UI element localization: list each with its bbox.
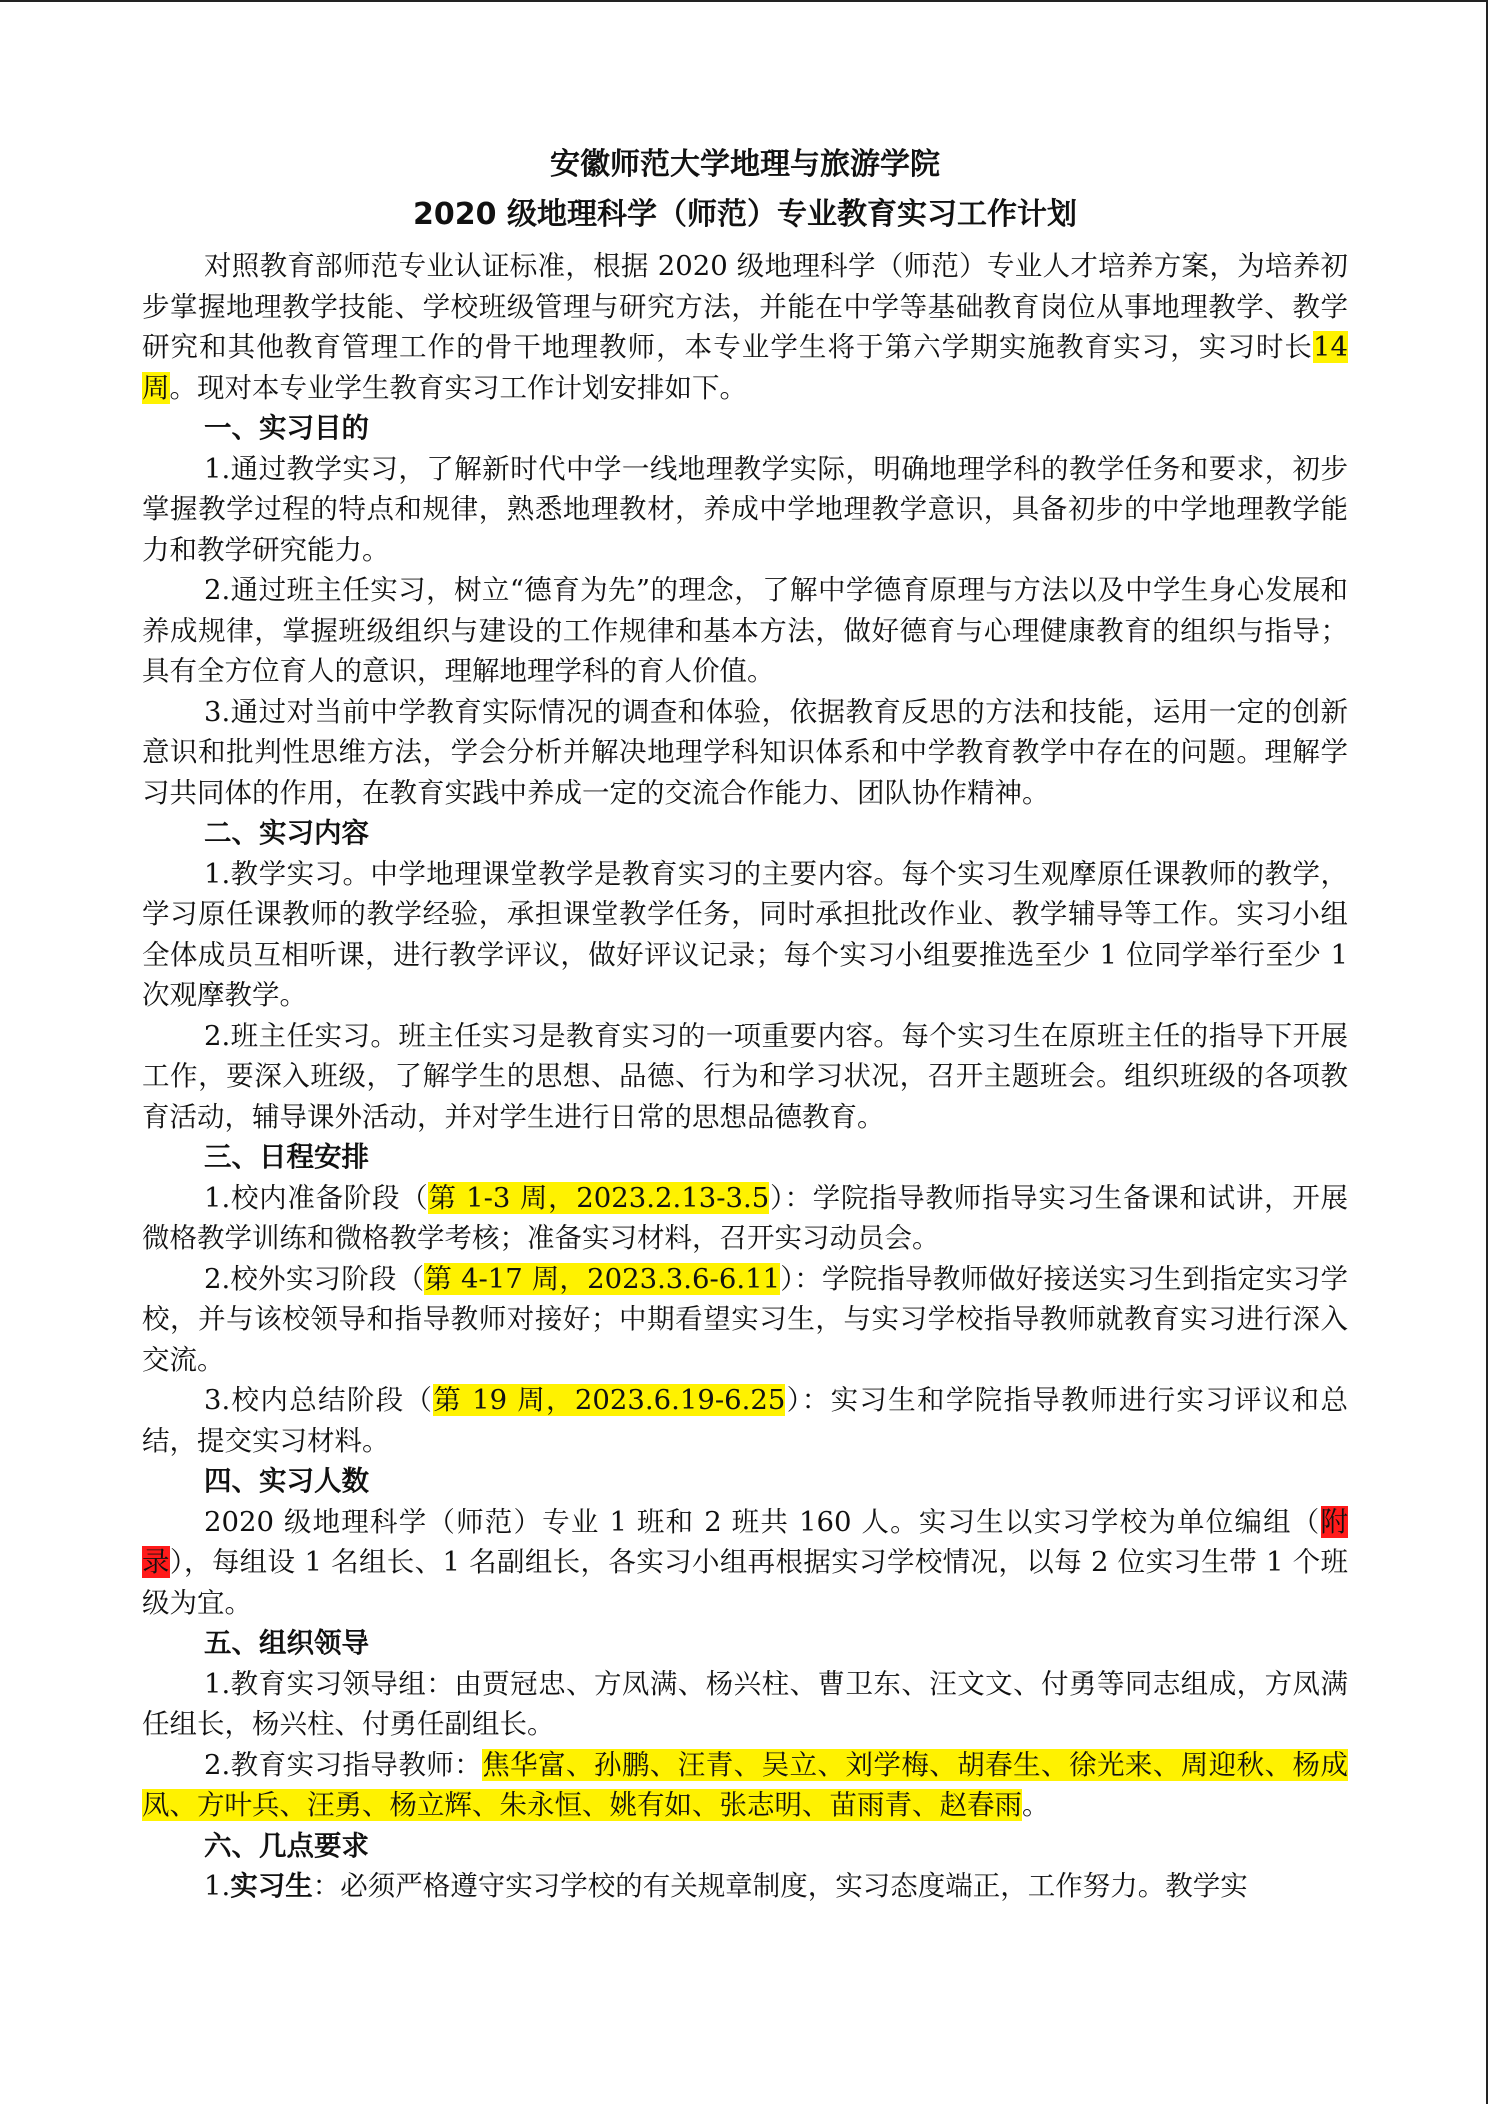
schedule-3-dates-highlight: 第 19 周，2023.6.19-6.25: [433, 1384, 786, 1416]
schedule-1-dates-highlight: 第 1-3 周，2023.2.13-3.5: [428, 1181, 770, 1214]
requirement-number: 1.: [204, 1870, 231, 1902]
section-2-paragraph-1: 1.教学实习。中学地理课堂教学是教育实习的主要内容。每个实习生观摩原任课教师的教学，学习原任课教师的教学经验，承担课堂教学任务，同时承担批改作业、教学辅导等工作。实习小组全体成员互相听课，进行教学评议，做好评议记录；每个实习小组要推选至少 1 位同学举行至少 1 次观摩教学。: [142, 857, 1348, 1011]
intro-paragraph: [142, 246, 1348, 408]
section-1-paragraph-2: 2.通过班主任实习，树立“德育为先”的理念，了解中学德育原理与方法以及中学生身心发展和养成规律，掌握班级组织与建设的工作规律和基本方法，做好德育与心理健康教育的组织与指导；具有全方位育人的意识，理解地理学科的育人价值。: [142, 574, 1348, 687]
requirement-text: ：必须严格遵守实习学校的有关规章制度，实习态度端正，工作努力。教学实: [312, 1870, 1248, 1902]
appendix-highlight: 附录: [142, 1505, 1348, 1578]
schedule-2-text: ）：学院指导教师做好接送实习生到指定实习学校，并与该校领导和指导教师对接好；中期看望实习生，与实习学校指导教师就教育实习进行深入交流。: [142, 1262, 1348, 1376]
document-body: [142, 246, 1348, 1907]
section-5-paragraph-1: 1.教育实习领导组：由贾冠忠、方凤满、杨兴柱、曹卫东、汪文文、付勇等同志组成，方凤满任组长，杨兴柱、付勇任副组长。: [142, 1667, 1348, 1740]
schedule-1-label: 1.校内准备阶段（: [204, 1181, 429, 1214]
requirement-subject: 实习生: [230, 1870, 313, 1902]
section-3-paragraph-3: [142, 1380, 1348, 1461]
title-line-2: 2020 级地理科学（师范）专业教育实习工作计划: [413, 197, 1077, 232]
schedule-2-dates-highlight: 第 4-17 周，2023.3.6-6.11: [424, 1262, 781, 1295]
section-1-paragraph-1: 1.通过教学实习，了解新时代中学一线地理教学实际，明确地理学科的教学任务和要求，初步掌握教学过程的特点和规律，熟悉地理教材，养成中学地理教学意识，具备初步的中学地理教学能力和教学研究能力。: [142, 452, 1348, 566]
title-line-1: 安徽师范大学地理与旅游学院: [550, 147, 940, 182]
advisors-label: 2.教育实习指导教师：: [204, 1748, 483, 1781]
section-3-paragraph-2: [142, 1259, 1348, 1381]
advisors-end: 。: [1022, 1789, 1050, 1821]
section-6-paragraph-1: [142, 1866, 1348, 1907]
schedule-3-label: 3.校内总结阶段（: [204, 1384, 434, 1416]
section-5-heading: 五、组织领导: [204, 1627, 369, 1659]
section-4-heading: 四、实习人数: [204, 1465, 369, 1497]
section-1-heading: 一、实习目的: [204, 412, 369, 444]
schedule-3-text: ）：实习生和学院指导教师进行实习评议和总结，提交实习材料。: [142, 1384, 1348, 1457]
intro-text-end: 。现对本专业学生教育实习工作计划安排如下。: [169, 371, 747, 404]
section-6-heading: 六、几点要求: [204, 1829, 369, 1862]
document: [142, 140, 1348, 1907]
section-2-paragraph-2: 2.班主任实习。班主任实习是教育实习的一项重要内容。每个实习生在原班主任的指导下开展工作，要深入班级，了解学生的思想、品德、行为和学习状况，召开主题班会。组织班级的各项教育活动，辅导课外活动，并对学生进行日常的思想品德教育。: [142, 1019, 1348, 1133]
intro-duration-highlight: 14 周: [142, 331, 1348, 404]
headcount-text-end: ），每组设 1 名组长、1 名副组长，各实习小组再根据实习学校情况，以每 2 位实习生带 1 个班级为宜。: [142, 1546, 1348, 1619]
section-1-paragraph-3: 3.通过对当前中学教育实际情况的调查和体验，依据教育反思的方法和技能，运用一定的创新意识和批判性思维方法，学会分析并解决地理学科知识体系和中学教育教学中存在的问题。理解学习共同体的作用，在教育实践中养成一定的交流合作能力、团队协作精神。: [142, 695, 1348, 809]
intro-text: 对照教育部师范专业认证标准，根据 2020 级地理科学（师范）专业人才培养方案，为培养初步掌握地理教学技能、学校班级管理与研究方法，并能在中学等基础教育岗位从事地理教学、教学研究和其他教育管理工作的骨干地理教师，本专业学生将于第六学期实施教育实习，实习时长: [142, 250, 1348, 363]
section-2-heading: 二、实习内容: [204, 817, 369, 849]
advisors-list-highlight: 焦华富、孙鹏、汪青、吴立、刘学梅、胡春生、徐光来、周迎秋、杨成凤、方叶兵、汪勇、杨立辉、朱永恒、姚有如、张志明、苗雨青、赵春雨: [142, 1748, 1348, 1821]
schedule-2-label: 2.校外实习阶段（: [204, 1262, 425, 1295]
schedule-1-text: ）：学院指导教师指导实习生备课和试讲，开展微格教学训练和微格教学考核；准备实习材料，召开实习动员会。: [142, 1181, 1348, 1254]
section-3-paragraph-1: [142, 1178, 1348, 1259]
section-5-paragraph-2: [142, 1745, 1348, 1826]
section-3-heading: 三、日程安排: [204, 1141, 369, 1173]
headcount-text: 2020 级地理科学（师范）专业 1 班和 2 班共 160 人。实习生以实习学校为单位编组（: [204, 1505, 1321, 1538]
section-4-paragraph-1: [142, 1502, 1348, 1624]
